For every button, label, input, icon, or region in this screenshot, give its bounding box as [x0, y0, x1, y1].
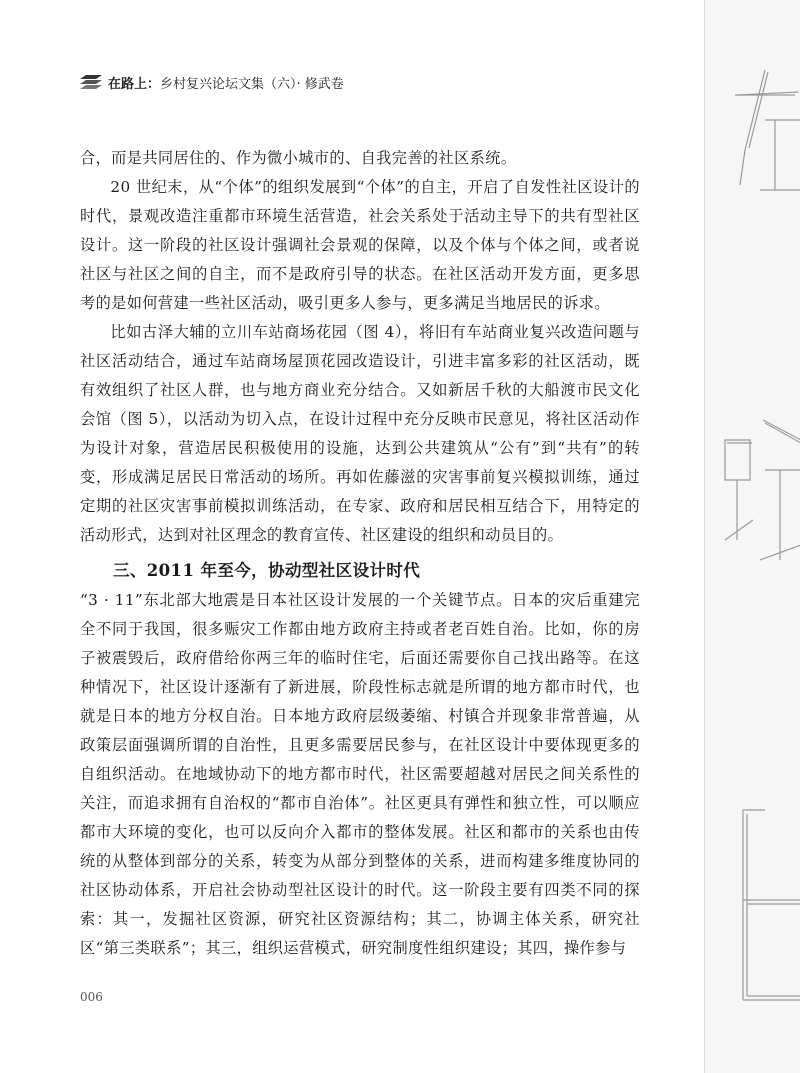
- paragraph: 比如古泽大辅的立川车站商场花园（图 4），将旧有车站商业复兴改造问题与社区活动结合，通过车站商场屋顶花园改造设计，引进丰富多彩的社区活动，既有效组织了社区人群，也与地方商业充分结合。又如新居千秋的大船渡市民文化会馆（图 5），以活动为切入点，在设计过程中充分反映市民意见，将社区活动作为设计对象，营造居民积极使用的设施，达到公共建筑从“公有”到“共有”的转变，形成满足居民日常活动的场所。再如佐藤滋的灾害事前复兴模拟训练，通过定期的社区灾害事前模拟训练活动，在专家、政府和居民相互结合下，用特定的活动形式，达到对社区理念的教育宣传、社区建设的组织和动员目的。: [80, 323, 640, 544]
- header-title-bold: 在路上：: [108, 76, 161, 92]
- section-heading: 三、2011 年至今，协动型社区设计时代: [113, 561, 421, 580]
- paragraph: “3 · 11”东北部大地震是日本社区设计发展的一个关键节点。日本的灾后重建完全不同于我国，很多赈灾工作都由地方政府主持或者老百姓自治。比如，你的房子被震毁后，政府借给你两三年的临时住宅，后面还需要你自己找出路等。在这种情况下，社区设计逐渐有了新进展，阶段性标志就是所谓的地方都市时代，也就是日本的地方分权自治。日本地方政府层级萎缩、村镇合并现象非常普遍，从政策层面强调所谓的自治性，且更多需要居民参与，在社区设计中要体现更多的自组织活动。在地域协动下的地方都市时代，社区需要超越对居民之间关系性的关注，而追求拥有自治权的“都市自治体”。社区更具有弹性和独立性，可以顺应都市大环境的变化，也可以反向介入都市的整体发展。社区和都市的关系也由传统的从整体到部分的关系，转变为从部分到整体的关系，进而构建多维度协同的社区协动体系，开启社会协动型社区设计的时代。这一阶段主要有四类不同的探索：其一，发掘社区资源，研究社区资源结构；其二，协调主体关系，研究社区“第三类联系”；其三，组织运营模式，研究制度性组织建设；其四，操作参与: [80, 591, 640, 957]
- running-header: [80, 70, 344, 94]
- stacked-stripes-logo-icon: [80, 75, 102, 89]
- paragraph: 合，而是共同居住的、作为微小城市的、自我完善的社区系统。: [80, 149, 517, 167]
- outlined-large-characters-icon: [705, 0, 800, 1073]
- page-body: [80, 144, 640, 963]
- header-title: 乡村复兴论坛文集（六）· 修武卷: [160, 76, 344, 92]
- page-number: 006: [80, 990, 103, 1004]
- side-decoration-band: [704, 0, 800, 1073]
- paragraph: 20 世纪末，从“个体”的组织发展到“个体”的自主，开启了自发性社区设计的时代，景观改造注重都市环境生活营造，社会关系处于活动主导下的共有型社区设计。这一阶段的社区设计强调社会景观的保障，以及个体与个体之间，或者说社区与社区之间的自主，而不是政府引导的状态。在社区活动开发方面，更多思考的是如何营建一些社区活动，吸引更多人参与，更多满足当地居民的诉求。: [80, 178, 640, 312]
